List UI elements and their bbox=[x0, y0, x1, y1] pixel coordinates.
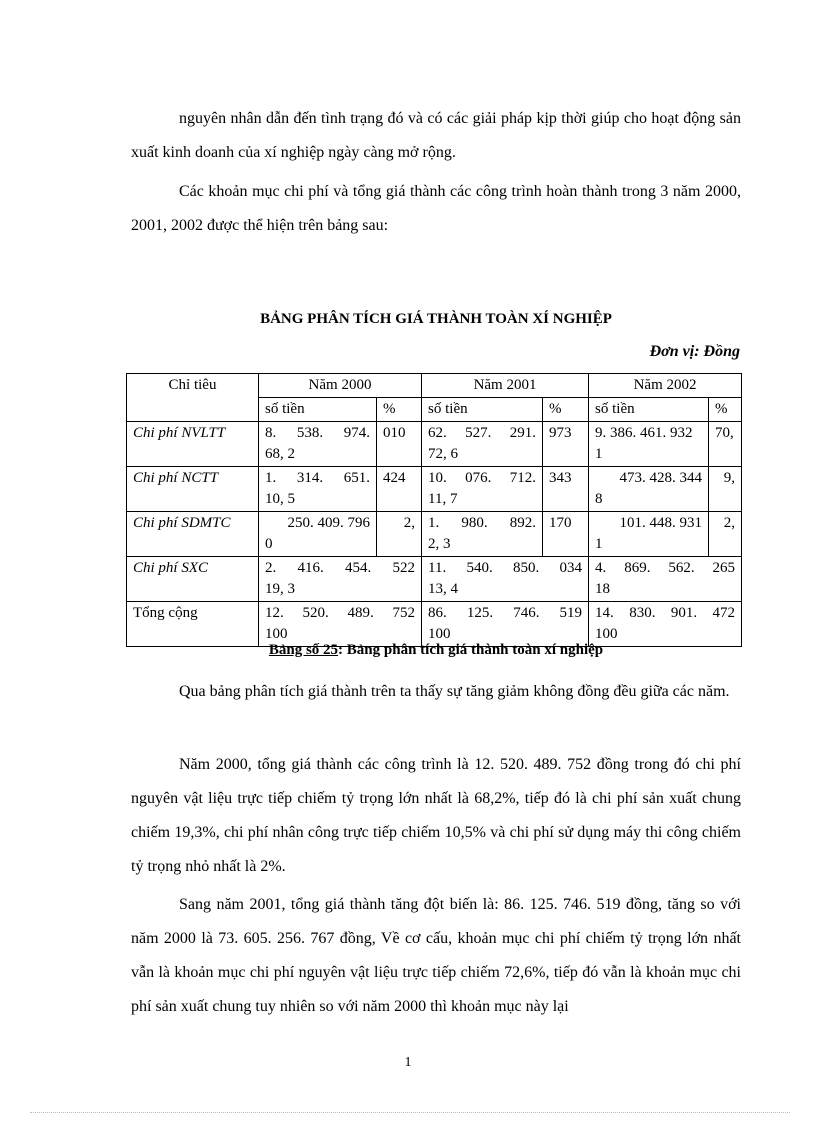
header-indicator: Chỉ tiêu bbox=[127, 374, 259, 422]
paragraph-year-2001: Sang năm 2001, tổng giá thành tăng đột biến là: 86. 125. 746. 519 đồng, tăng so với năm 2000 là 73. 605. 256. 767 đồng, Về cơ cấu, khoản mục chi phí chiếm tỷ trọng lớn nhất vẫn là khoản mục chi phí nguyên vật liệu trực tiếp chiếm 72,6%, tiếp đó vẫn là khoản mục chi phí sản xuất chung tuy nhiên so với năm 2000 thì khoản mục này lại bbox=[131, 896, 741, 1015]
amount-value: 14. 830. 901. 472 bbox=[595, 605, 736, 621]
header-year-2000: Năm 2000 bbox=[259, 374, 422, 398]
caption-number: Bảng số 25 bbox=[268, 642, 339, 658]
amount-value: 1. 314. 651. bbox=[265, 470, 370, 486]
amount-cell bbox=[422, 467, 543, 512]
table-row bbox=[127, 467, 742, 512]
percent-cell: 2, bbox=[377, 512, 422, 557]
row-label: Chi phí NVLTT bbox=[127, 422, 259, 467]
percent-cell: 343 bbox=[543, 467, 589, 512]
table-row-total bbox=[127, 602, 742, 647]
percent-value: 10, 5 bbox=[265, 491, 295, 507]
percent-cell: 9, bbox=[709, 467, 742, 512]
table-row bbox=[127, 422, 742, 467]
row-label: Tổng cộng bbox=[127, 602, 259, 647]
amount-value: 62. 527. 291. bbox=[428, 425, 537, 441]
row-label: Chi phí SXC bbox=[127, 557, 259, 602]
amount-value: 1. 980. 892. bbox=[428, 515, 537, 531]
percent-value: 68, 2 bbox=[265, 446, 295, 462]
table-row bbox=[127, 557, 742, 602]
amount-cell bbox=[259, 512, 377, 557]
amount-cell bbox=[259, 422, 377, 467]
amount-cell bbox=[589, 602, 742, 647]
header-amount: số tiền bbox=[259, 398, 377, 422]
amount-value: 250. 409. 796 bbox=[287, 515, 370, 531]
amount-cell bbox=[589, 512, 709, 557]
amount-cell bbox=[589, 557, 742, 602]
unit-label: Đơn vị: Đồng bbox=[649, 343, 740, 360]
percent-value: 1 bbox=[595, 536, 603, 552]
amount-cell bbox=[259, 557, 422, 602]
amount-value: 86. 125. 746. 519 bbox=[428, 605, 583, 621]
percent-cell: 973 bbox=[543, 422, 589, 467]
percent-value: 72, 6 bbox=[428, 446, 459, 462]
amount-value: 12. 520. 489. 752 bbox=[265, 605, 416, 621]
footer-divider bbox=[30, 1112, 790, 1113]
header-row-years bbox=[127, 374, 742, 398]
percent-value: 0 bbox=[265, 536, 273, 552]
paragraph-analysis: Qua bảng phân tích giá thành trên ta thấy sự tăng giảm không đồng đều giữa các năm. bbox=[179, 683, 730, 700]
amount-value: 473. 428. 344 bbox=[619, 470, 703, 486]
paragraph-table-intro: Các khoản mục chi phí và tổng giá thành các công trình hoàn thành trong 3 năm 2000, 2001, 2002 được thể hiện trên bảng sau: bbox=[131, 183, 741, 234]
amount-cell bbox=[422, 602, 589, 647]
header-year-2001: Năm 2001 bbox=[422, 374, 589, 398]
percent-value: 19, 3 bbox=[265, 581, 295, 597]
amount-cell bbox=[259, 602, 422, 647]
percent-value: 8 bbox=[595, 491, 603, 507]
percent-value: 100 bbox=[265, 626, 288, 642]
header-amount: số tiền bbox=[589, 398, 709, 422]
caption-text: : Bảng phân tích giá thành toàn xí nghiệp bbox=[338, 642, 604, 658]
amount-value: 4. 869. 562. 265 bbox=[595, 560, 736, 576]
amount-value: 8. 538. 974. bbox=[265, 425, 370, 441]
percent-value: 2, 3 bbox=[428, 536, 451, 552]
header-percent: % bbox=[709, 398, 742, 422]
row-label: Chi phí NCTT bbox=[127, 467, 259, 512]
percent-cell: 170 bbox=[543, 512, 589, 557]
amount-cell bbox=[589, 467, 709, 512]
row-label: Chi phí SDMTC bbox=[127, 512, 259, 557]
percent-value: 1 bbox=[595, 446, 603, 462]
amount-value: 101. 448. 931 bbox=[619, 515, 703, 531]
paragraph-year-2000: Năm 2000, tổng giá thành các công trình là 12. 520. 489. 752 đồng trong đó chi phí nguyên vật liệu trực tiếp chiếm tỷ trọng lớn nhất là 68,2%, tiếp đó là chi phí sản xuất chung chiếm 19,3%, chi phí nhân công trực tiếp chiếm 10,5% và chi phí sử dụng máy thi công chiếm tỷ trọng nhỏ nhất là 2%. bbox=[131, 756, 741, 875]
amount-value: 9. 386. 461. 932 bbox=[595, 425, 693, 441]
percent-cell: 70, bbox=[709, 422, 742, 467]
page-number: 1 bbox=[404, 1055, 412, 1070]
percent-value: 100 bbox=[595, 626, 618, 642]
percent-cell: 2, bbox=[709, 512, 742, 557]
amount-cell bbox=[422, 557, 589, 602]
cost-analysis-table bbox=[126, 373, 742, 647]
amount-cell bbox=[422, 422, 543, 467]
amount-value: 10. 076. 712. bbox=[428, 470, 537, 486]
percent-cell: 010 bbox=[377, 422, 422, 467]
amount-value: 11. 540. 850. 034 bbox=[428, 560, 583, 576]
header-percent: % bbox=[377, 398, 422, 422]
header-amount: số tiền bbox=[422, 398, 543, 422]
amount-cell bbox=[422, 512, 543, 557]
percent-value: 11, 7 bbox=[428, 491, 458, 507]
header-year-2002: Năm 2002 bbox=[589, 374, 742, 398]
percent-value: 13, 4 bbox=[428, 581, 459, 597]
table-caption bbox=[131, 642, 741, 659]
amount-cell bbox=[589, 422, 709, 467]
percent-value: 18 bbox=[595, 581, 611, 597]
percent-cell: 424 bbox=[377, 467, 422, 512]
table-title: BẢNG PHÂN TÍCH GIÁ THÀNH TOÀN XÍ NGHIỆP bbox=[260, 311, 612, 327]
table-row bbox=[127, 512, 742, 557]
amount-cell bbox=[259, 467, 377, 512]
amount-value: 2. 416. 454. 522 bbox=[265, 560, 416, 576]
header-percent: % bbox=[543, 398, 589, 422]
paragraph-intro-continued: nguyên nhân dẫn đến tình trạng đó và có các giải pháp kịp thời giúp cho hoạt động sản xuất kinh doanh của xí nghiệp ngày càng mở rộng. bbox=[131, 110, 741, 161]
percent-value: 100 bbox=[428, 626, 451, 642]
